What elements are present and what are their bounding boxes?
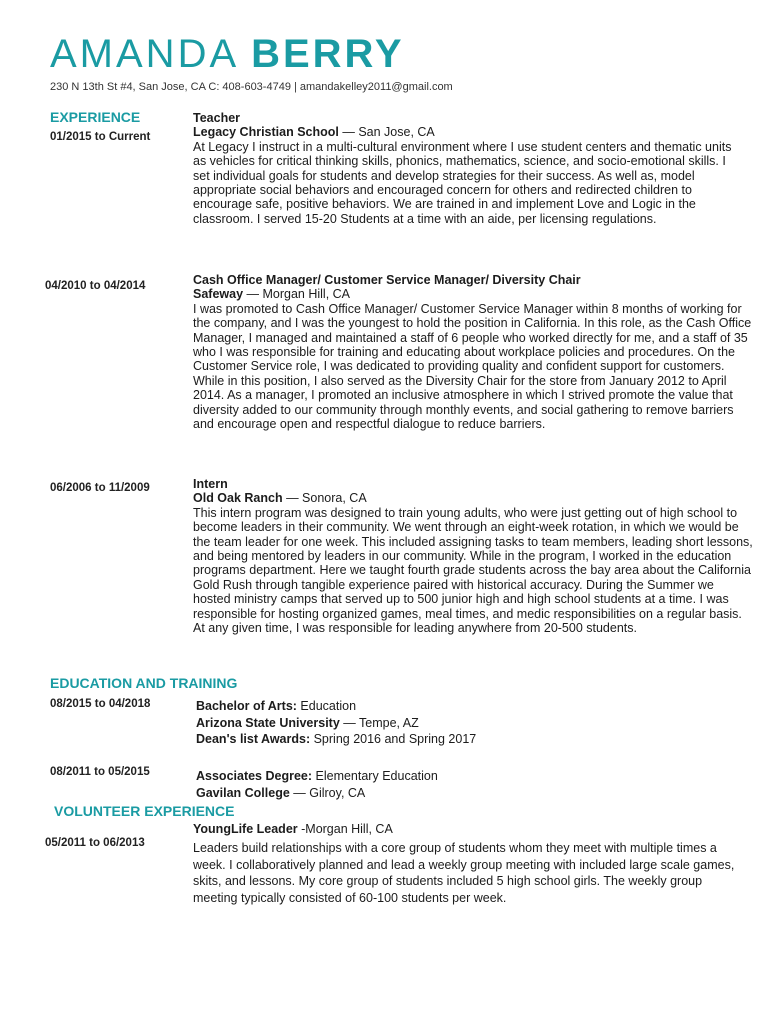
job-dates: 06/2006 to 11/2009	[50, 482, 150, 494]
school-line	[196, 785, 736, 802]
job-employer	[193, 125, 753, 139]
degree-label: Bachelor of Arts:	[196, 699, 297, 713]
school-name: Arizona State University	[196, 715, 340, 730]
degree-label: Associates Degree:	[196, 769, 313, 783]
award-line	[196, 731, 736, 748]
degree-line	[196, 698, 736, 715]
education-dates: 08/2015 to 04/2018	[50, 698, 151, 710]
last-name: BERRY	[251, 32, 405, 76]
section-heading-volunteer: VOLUNTEER EXPERIENCE	[54, 803, 235, 819]
employer-name: Safeway	[193, 287, 244, 302]
volunteer-entry	[193, 822, 753, 906]
section-heading-experience: EXPERIENCE	[50, 109, 141, 125]
job-description: This intern program was designed to train young adults, who were just getting out of high school to become leaders in their community. We went through an eight-week rotation, in which we would be the team leader for one week. This included assigning tasks to team members, leading short lessons, and being mentored by leaders in our community. While in the program, I worked in the education programs department. Here we taught fourth grade students across the bay area about the California Gold Rush through tangible experience paired with historical accuracy. During the Summer we hosted ministry camps that served up to 500 junior high and high school students at a time. I was responsible for hosting organized games, meal times, and medic responsibilities on a regular basis. At any given time, I was responsible for leading anywhere from 20-500 students.	[193, 505, 753, 636]
job-employer	[193, 491, 753, 505]
volunteer-dates: 05/2011 to 06/2013	[45, 837, 145, 849]
job-title: Cash Office Manager/ Customer Service Manager/ Diversity Chair	[193, 273, 581, 287]
job-dates: 01/2015 to Current	[50, 131, 151, 143]
volunteer-description: Leaders build relationships with a core group of students whom they meet with multiple times a week. I collaboratively planned and lead a weekly group meeting with included large scale games, skits, and lessons. My core group of students included 5 high school girls. The weekly group meeting typically consisted of 60-100 students per week.	[193, 841, 735, 905]
employer-name: Old Oak Ranch	[193, 491, 283, 506]
job-entry	[193, 111, 753, 226]
award-value: Spring 2016 and Spring 2017	[310, 732, 477, 746]
degree-value: Education	[296, 699, 357, 713]
award-label: Dean's list Awards:	[196, 732, 311, 746]
education-entry	[196, 768, 736, 801]
job-title: Intern	[193, 477, 228, 491]
volunteer-title: YoungLife Leader	[193, 822, 298, 836]
job-dates: 04/2010 to 04/2014	[45, 280, 146, 292]
section-heading-education: EDUCATION AND TRAINING	[50, 675, 238, 691]
education-entry	[196, 698, 736, 748]
education-dates: 08/2011 to 05/2015	[50, 766, 150, 778]
school-line	[196, 715, 736, 732]
job-entry	[193, 273, 753, 431]
contact-line: 230 N 13th St #4, San Jose, CA C: 408-603-4749 | amandakelley2011@gmail.com	[50, 81, 453, 93]
school-location: — Gilroy, CA	[289, 785, 366, 800]
employer-location: — Sonora, CA	[282, 491, 367, 506]
employer-name: Legacy Christian School	[193, 125, 339, 140]
volunteer-role	[193, 822, 753, 836]
employer-location: — Morgan Hill, CA	[243, 287, 351, 302]
first-name: AMANDA	[50, 32, 237, 76]
job-entry	[193, 477, 753, 635]
job-description: I was promoted to Cash Office Manager/ Customer Service Manager within 8 months of working for the company, and I was the youngest to hold the position in California. In this role, as the Cash Office Manager, I managed and maintained a staff of 6 people who worked directly for me, and a staff of 35 who I was responsible for training and educating about workplace policies and procedures. On the Customer Service role, I was dedicated to providing quality and confident support for customers. While in this position, I also served as the Diversity Chair for the store from January 2012 to April 2014. As a manager, I promoted an inclusive atmosphere in which I strived promote the value that diversity added to our community through monthly events, and social gathering to remove barriers and encourage open and respectful dialogue to reduce barriers.	[193, 301, 752, 432]
school-location: — Tempe, AZ	[339, 715, 419, 730]
job-employer	[193, 287, 753, 301]
volunteer-location: -Morgan Hill, CA	[297, 822, 393, 836]
candidate-name	[50, 30, 405, 78]
school-name: Gavilan College	[196, 785, 290, 800]
degree-value: Elementary Education	[312, 769, 438, 783]
job-title: Teacher	[193, 111, 241, 125]
job-description: At Legacy I instruct in a multi-cultural environment where I use student centers and thematic units as vehicles for critical thinking skills, phonics, mathematics, science, and socio-emotional skills. I set individual goals for students and develop strategies for their success. As well as, model appropriate social behaviors and encouraged concern for others and redirected children to encourage safe, positive behaviors. We are trained in and implement Love and Logic in the classroom. I served 15-20 Students at a time with an aide, per licensing regulations.	[193, 139, 732, 226]
degree-line	[196, 768, 736, 785]
employer-location: — San Jose, CA	[338, 125, 435, 140]
